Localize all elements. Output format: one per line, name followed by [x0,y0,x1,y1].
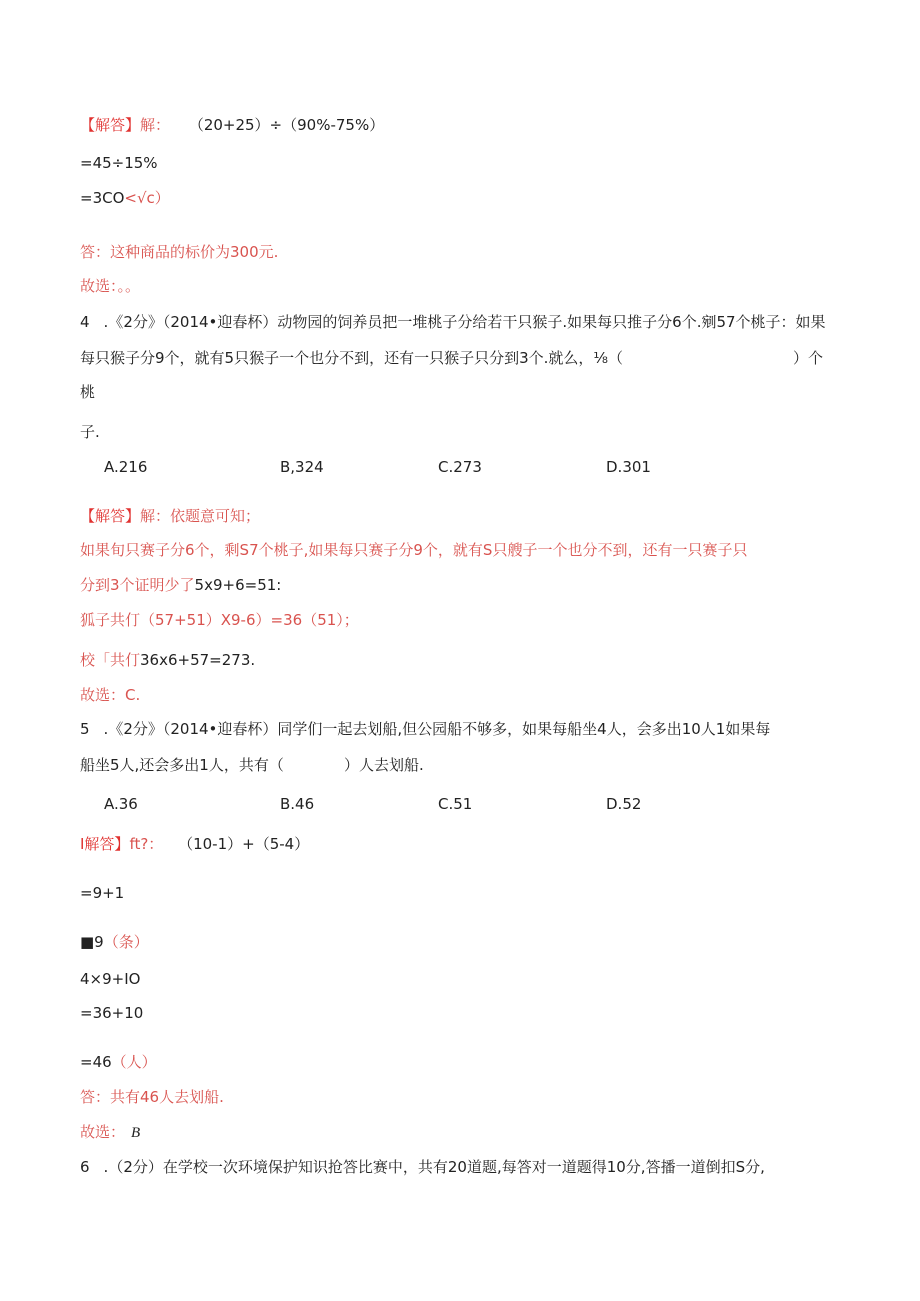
solution-text: 如果旬只赛子分6个，剩S7个桃子,如果每只赛子分9个，就有S只艘子一个也分不到，还有一只赛子只 [80,541,748,559]
solution-expression: （10-1）+（5-4） [178,835,310,853]
solution-line [80,610,359,630]
solution-step-main: =46 [80,1053,112,1071]
option-b: B.46 [280,795,315,813]
solution-text: 校「共仃 [80,651,141,669]
solution-step: 4×9+IO [80,970,141,988]
solution-step [80,188,170,208]
solution-intro: 解： [140,116,171,134]
answer-tag: I解答】 [80,835,130,853]
question-line [80,719,770,739]
option-c: C.273 [438,458,482,476]
solution-step [80,932,149,952]
option-a: A.216 [104,458,148,476]
question-blank-close: ）个 [793,349,824,367]
solution-choice: 故选：。。 [80,277,141,295]
solution-expression: （20+25）÷（90%-75%） [188,116,385,134]
solution-step-tail: <√c） [124,189,170,207]
question-line [80,1157,765,1177]
option-c: C.51 [438,795,473,813]
solution-intro: 解：依题意可知； [140,507,261,525]
question-text: .（2分）在学校一次环境保护知识抢答比赛中，共有20道题,每答对一道题得10分,答播一道倒扣S分, [103,1158,765,1176]
option-b: B,324 [280,458,324,476]
solution-intro: ft?： [129,835,164,853]
solution-answer: 答：共有46人去划船. [80,1088,224,1106]
solution-line [80,115,384,135]
question-text: 子. [80,423,100,441]
solution-text: 分到3个证明少了 [80,576,195,594]
solution-line [80,834,309,854]
option-a: A.36 [104,795,138,813]
question-line [80,312,826,332]
solution-line [80,506,260,526]
question-text: .《2分》（2014•迎春杯）动物园的饲养员把一堆桃子分给若干只猴子.如果每只推子分6个.剜57个桃子：如果 [103,313,826,331]
solution-text: 狐子共仃（57+51）X9-6）=36 [80,611,303,629]
question-number: 5 [80,720,90,738]
question-number: 4 [80,313,90,331]
option-d: D.301 [606,458,651,476]
solution-step: =45÷15% [80,154,158,172]
solution-step-main: =3CO [80,189,125,207]
solution-step-unit: （条） [103,933,149,951]
solution-choice-value: B [131,1125,141,1141]
solution-choice-label: 故选： [80,1123,126,1141]
solution-step: =9+1 [80,884,125,902]
solution-choice [80,1122,140,1143]
question-text: 船坐5人,还会多出1人，共有（ [80,756,284,774]
solution-formula: 36x6+57=273. [140,651,256,669]
solution-line [80,650,255,670]
answer-tag: 【解答】 [80,507,141,525]
question-number: 6 [80,1158,90,1176]
solution-choice: 故选：C. [80,686,141,704]
solution-answer: 答：这种商品的标价为300元. [80,243,279,261]
answer-tag: 【解答】 [80,116,141,134]
solution-step [80,1052,157,1072]
solution-formula: 5x9+6=51: [194,576,282,594]
question-blank-close: ）人去划船. [344,756,424,774]
option-d: D.52 [606,795,642,813]
solution-line [80,575,281,595]
solution-step-main: ■9 [80,933,104,951]
question-text: 每只猴子分9个，就有5只猴子一个也分不到，还有一只猴子只分到3个.就么，⅛（ [80,349,623,367]
question-line [80,348,623,368]
question-text: .《2分》（2014•迎春杯）同学们一起去划船,但公园船不够多，如果每船坐4人，会多出10人1如果每 [103,720,771,738]
solution-unit: （51）； [302,611,359,629]
solution-step-unit: （人） [111,1053,157,1071]
solution-step: =36+10 [80,1004,144,1022]
question-line [80,755,284,775]
question-text: 桃 [80,383,96,401]
